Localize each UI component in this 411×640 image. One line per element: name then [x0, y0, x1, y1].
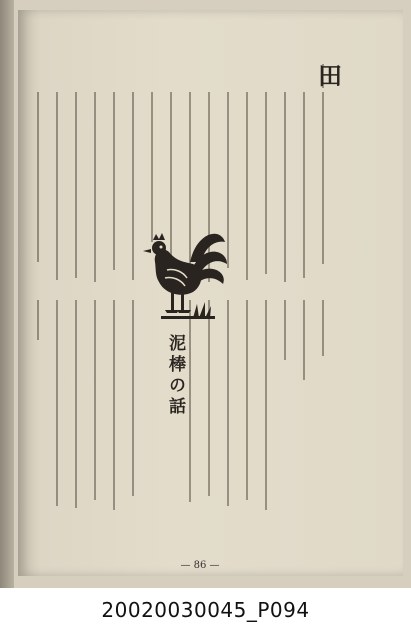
rooster-woodcut-illustration [135, 222, 230, 322]
text-column [56, 300, 58, 506]
text-column [227, 300, 229, 506]
text-column [303, 92, 305, 278]
text-column [189, 300, 191, 502]
text-column [94, 92, 96, 282]
text-column [37, 92, 39, 262]
text-column [56, 92, 58, 280]
text-column [265, 92, 267, 274]
text-column [75, 300, 77, 508]
text-column [37, 300, 39, 340]
text-column [75, 92, 77, 278]
text-column [303, 300, 305, 380]
story-title: 泥棒の話 [165, 334, 185, 418]
text-column [151, 92, 153, 242]
text-column [322, 300, 324, 356]
text-column [246, 92, 248, 280]
text-column [284, 300, 286, 360]
text-column [284, 92, 286, 282]
text-column [208, 300, 210, 496]
text-column [132, 92, 134, 280]
text-column [94, 300, 96, 500]
page-number: — 86 — [180, 560, 220, 571]
text-column [113, 300, 115, 510]
text-column [265, 300, 267, 510]
catalog-id-caption: 20020030045_P094 [101, 598, 310, 622]
text-column [113, 92, 115, 270]
page-binding [0, 0, 14, 588]
text-column [246, 300, 248, 500]
opening-kanji: 田 [318, 61, 342, 90]
text-column [322, 92, 324, 264]
text-column [132, 300, 134, 496]
